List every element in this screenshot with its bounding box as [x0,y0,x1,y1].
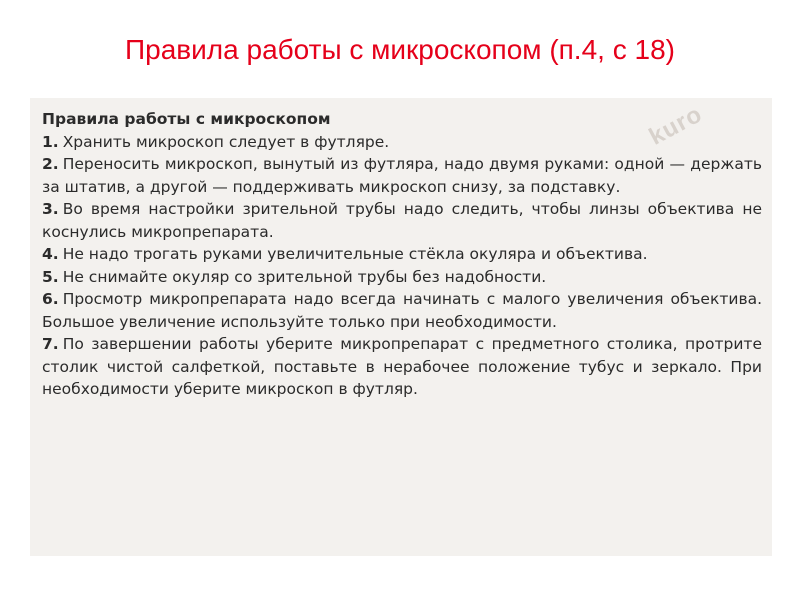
rule-number: 3. [42,200,59,218]
rule-number: 2. [42,155,59,173]
slide-title: Правила работы с микроскопом (п.4, с 18) [125,34,675,65]
watermark: kuro [644,100,707,151]
rule-1 [42,131,762,154]
rule-number: 4. [42,245,59,263]
rule-5 [42,266,762,289]
rule-2 [42,153,762,198]
rule-text: Не снимайте окуляр со зрительной трубы без надобности. [62,267,547,286]
scanned-document [30,98,772,556]
document-body [42,108,762,401]
rule-text: Хранить микроскоп следует в футляре. [62,132,390,151]
rule-number: 5. [42,267,59,286]
rule-6 [42,288,762,333]
rule-text: По завершении работы уберите микропрепарат с предметного столика, протрите столик чистой салфеткой, поставьте в нерабочее положение тубус и зеркало. При необходимости уберите микроскоп в футляр. [42,335,762,398]
rule-text: Не надо трогать руками увеличительные стёкла окуляра и объектива. [62,245,648,263]
rule-text: Во время настройки зрительной трубы надо следить, чтобы линзы объектива не коснулись микропрепарата. [42,200,762,241]
rule-text: Просмотр микропрепарата надо всегда начинать с малого увеличения объектива. Большое увеличение используйте только при необходимости. [42,290,762,331]
rule-text: Переносить микроскоп, вынутый из футляра, надо двумя руками: одной — держать за штатив, а другой — поддерживать микроскоп снизу, за подставку. [42,155,762,196]
document-heading: Правила работы с микроскопом [42,110,331,128]
rule-3 [42,198,762,243]
rule-number: 1. [42,132,59,151]
rule-number: 6. [42,290,59,308]
rule-4 [42,243,762,266]
rule-7 [42,333,762,401]
rule-number: 7. [42,335,59,353]
